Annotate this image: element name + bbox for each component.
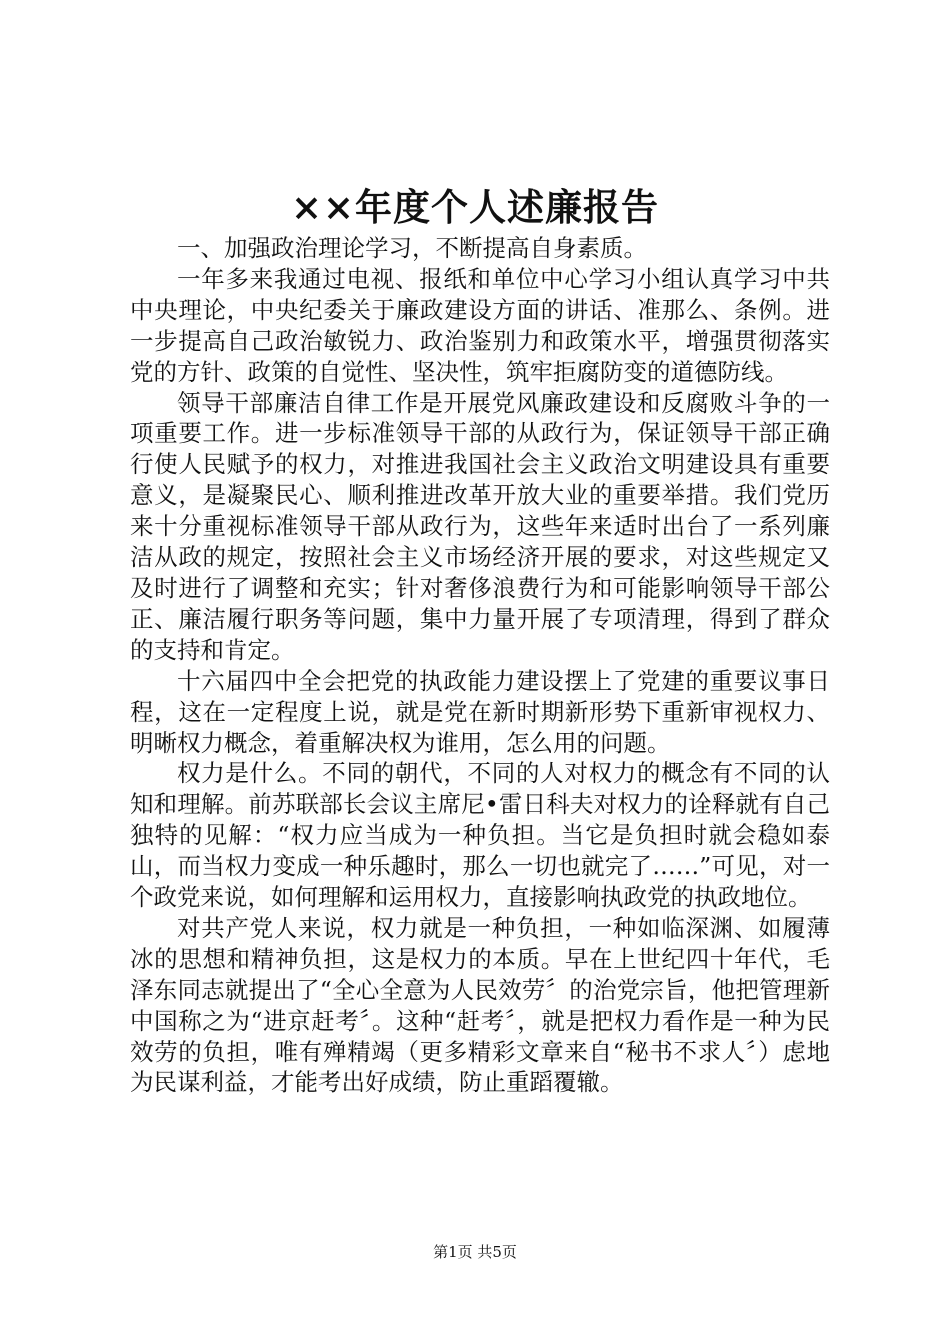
document-body	[130, 233, 830, 1098]
paragraph: 十六届四中全会把党的执政能力建设摆上了党建的重要议事日程，这在一定程度上说，就是党在新时期新形势下重新审视权力、明晰权力概念，着重解决权为谁用，怎么用的问题。	[130, 666, 830, 757]
paragraph-heading-1: 一、加强政治理论学习，不断提高自身素质。	[177, 234, 647, 262]
paragraph: 权力是什么。不同的朝代，不同的人对权力的概念有不同的认知和理解。前苏联部长会议主席尼•雷日科夫对权力的诠释就有自己独特的见解：“权力应当成为一种负担。当它是负担时就会稳如泰山，而当权力变成一种乐趣时，那么一切也就完了……”可见，对一个政党来说，如何理解和运用权力，直接影响执政党的执政地位。	[130, 759, 830, 912]
paragraph: 对共产党人来说，权力就是一种负担，一种如临深渊、如履薄冰的思想和精神负担，这是权力的本质。早在上世纪四十年代，毛泽东同志就提出了“全心全意为人民效劳〞的治党宗旨，他把管理新中国称之为“进京赶考〞。这种“赶考〞，就是把权力看作是一种为民效劳的负担，唯有殚精竭（更多精彩文章来自“秘书不求人〞）虑地为民谋利益，才能考出好成绩，防止重蹈覆辙。	[130, 913, 830, 1097]
paragraph: 一年多来我通过电视、报纸和单位中心学习小组认真学习中共中央理论，中央纪委关于廉政建设方面的讲话、准那么、条例。进一步提高自己政治敏锐力、政治鉴别力和政策水平，增强贯彻落实党的方针、政策的自觉性、坚决性，筑牢拒腐防变的道德防线。	[130, 264, 830, 386]
paragraph: 领导干部廉洁自律工作是开展党风廉政建设和反腐败斗争的一项重要工作。进一步标准领导干部的从政行为，保证领导干部正确行使人民赋予的权力，对推进我国社会主义政治文明建设具有重要意义，是凝聚民心、顺利推进改革开放大业的重要举措。我们党历来十分重视标准领导干部从政行为，这些年来适时出台了一系列廉洁从政的规定，按照社会主义市场经济开展的要求，对这些规定又及时进行了调整和充实；针对奢侈浪费行为和可能影响领导干部公正、廉洁履行职务等问题，集中力量开展了专项清理，得到了群众的支持和肯定。	[130, 388, 830, 664]
document-title: ××年度个人述廉报告	[290, 185, 659, 229]
page-number-footer: 第1页 共5页	[433, 1243, 517, 1261]
